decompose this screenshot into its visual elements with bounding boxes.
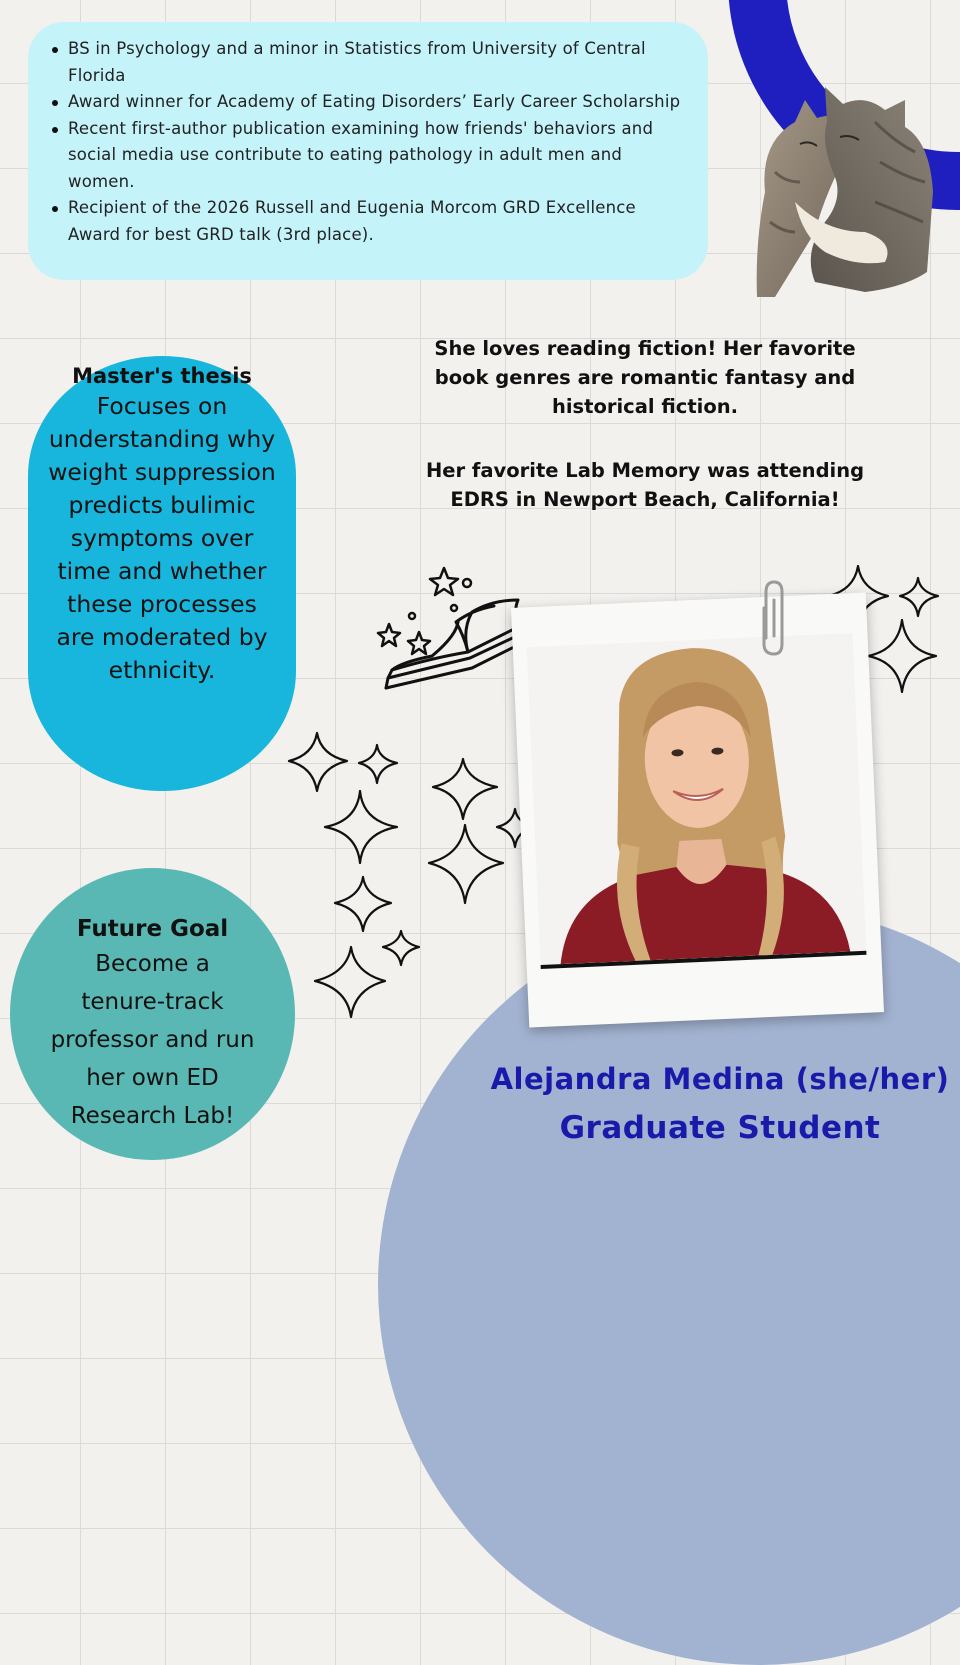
cats-photo (755, 82, 940, 297)
paperclip-icon (752, 578, 796, 658)
hobby-text: She loves reading fiction! Her favorite book genres are romantic fantasy and historical fiction. (434, 337, 856, 418)
goal-title: Future Goal (76, 916, 229, 942)
thesis-card (28, 356, 296, 791)
bio-card (28, 22, 708, 280)
bio-item: BS in Psychology and a minor in Statistics from University of Central Florida (68, 36, 688, 89)
lab-memory-text: Her favorite Lab Memory was attending EDRS in Newport Beach, California! (425, 459, 865, 511)
thesis-title: Master's thesis (72, 364, 252, 388)
bio-list (68, 36, 688, 248)
person-name: Alejandra Medina (she/her) (490, 1062, 950, 1096)
bio-item: Recipient of the 2026 Russell and Eugenia Morcom GRD Excellence Award for best GRD talk (3rd place). (68, 195, 688, 248)
profile-photo (527, 633, 867, 965)
star-sparkle-icon (285, 725, 545, 1025)
bio-item: Award winner for Academy of Eating Disorders’ Early Career Scholarship (68, 89, 688, 116)
goal-description: Become a tenure-track professor and run her own ED Research Lab! (50, 951, 255, 1129)
bio-item: Recent first-author publication examining how friends' behaviors and social media use contribute to eating pathology in adult men and women. (68, 116, 688, 196)
future-goal-card (10, 868, 295, 1160)
profile-polaroid (511, 592, 884, 1027)
thesis-description: Focuses on understanding why weight suppression predicts bulimic symptoms over time and whether these processes are moderated by ethnicity. (48, 392, 276, 684)
person-role: Graduate Student (559, 1110, 881, 1146)
